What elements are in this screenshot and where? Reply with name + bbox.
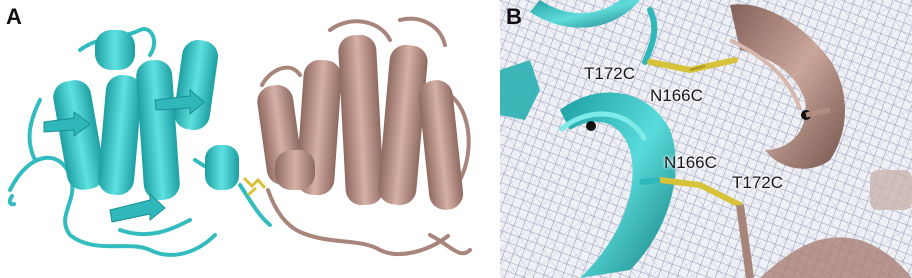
residue-label-n166c-bottom: N166C (664, 153, 717, 172)
helix-icon (205, 145, 239, 190)
cyan-chain (10, 29, 270, 255)
residue-label-t172c-bottom: T172C (732, 173, 784, 192)
helix-icon (417, 79, 464, 212)
helix-icon (338, 34, 385, 206)
helix-icon (377, 44, 429, 207)
helix-icon (97, 74, 143, 197)
helix-icon (275, 150, 315, 190)
panel-b (500, 0, 912, 278)
residue-label-n166c-top: N166C (650, 86, 703, 105)
density-closeup (500, 0, 912, 278)
residue-label-t172c-top: T172C (584, 64, 636, 83)
panel-label-b: B (506, 4, 522, 29)
panel-label-a: A (6, 4, 22, 29)
helix-icon (135, 59, 181, 201)
ca-atom (586, 121, 596, 131)
helix-icon (95, 30, 135, 70)
helix-icon (172, 38, 220, 132)
brown-helices (255, 34, 464, 211)
